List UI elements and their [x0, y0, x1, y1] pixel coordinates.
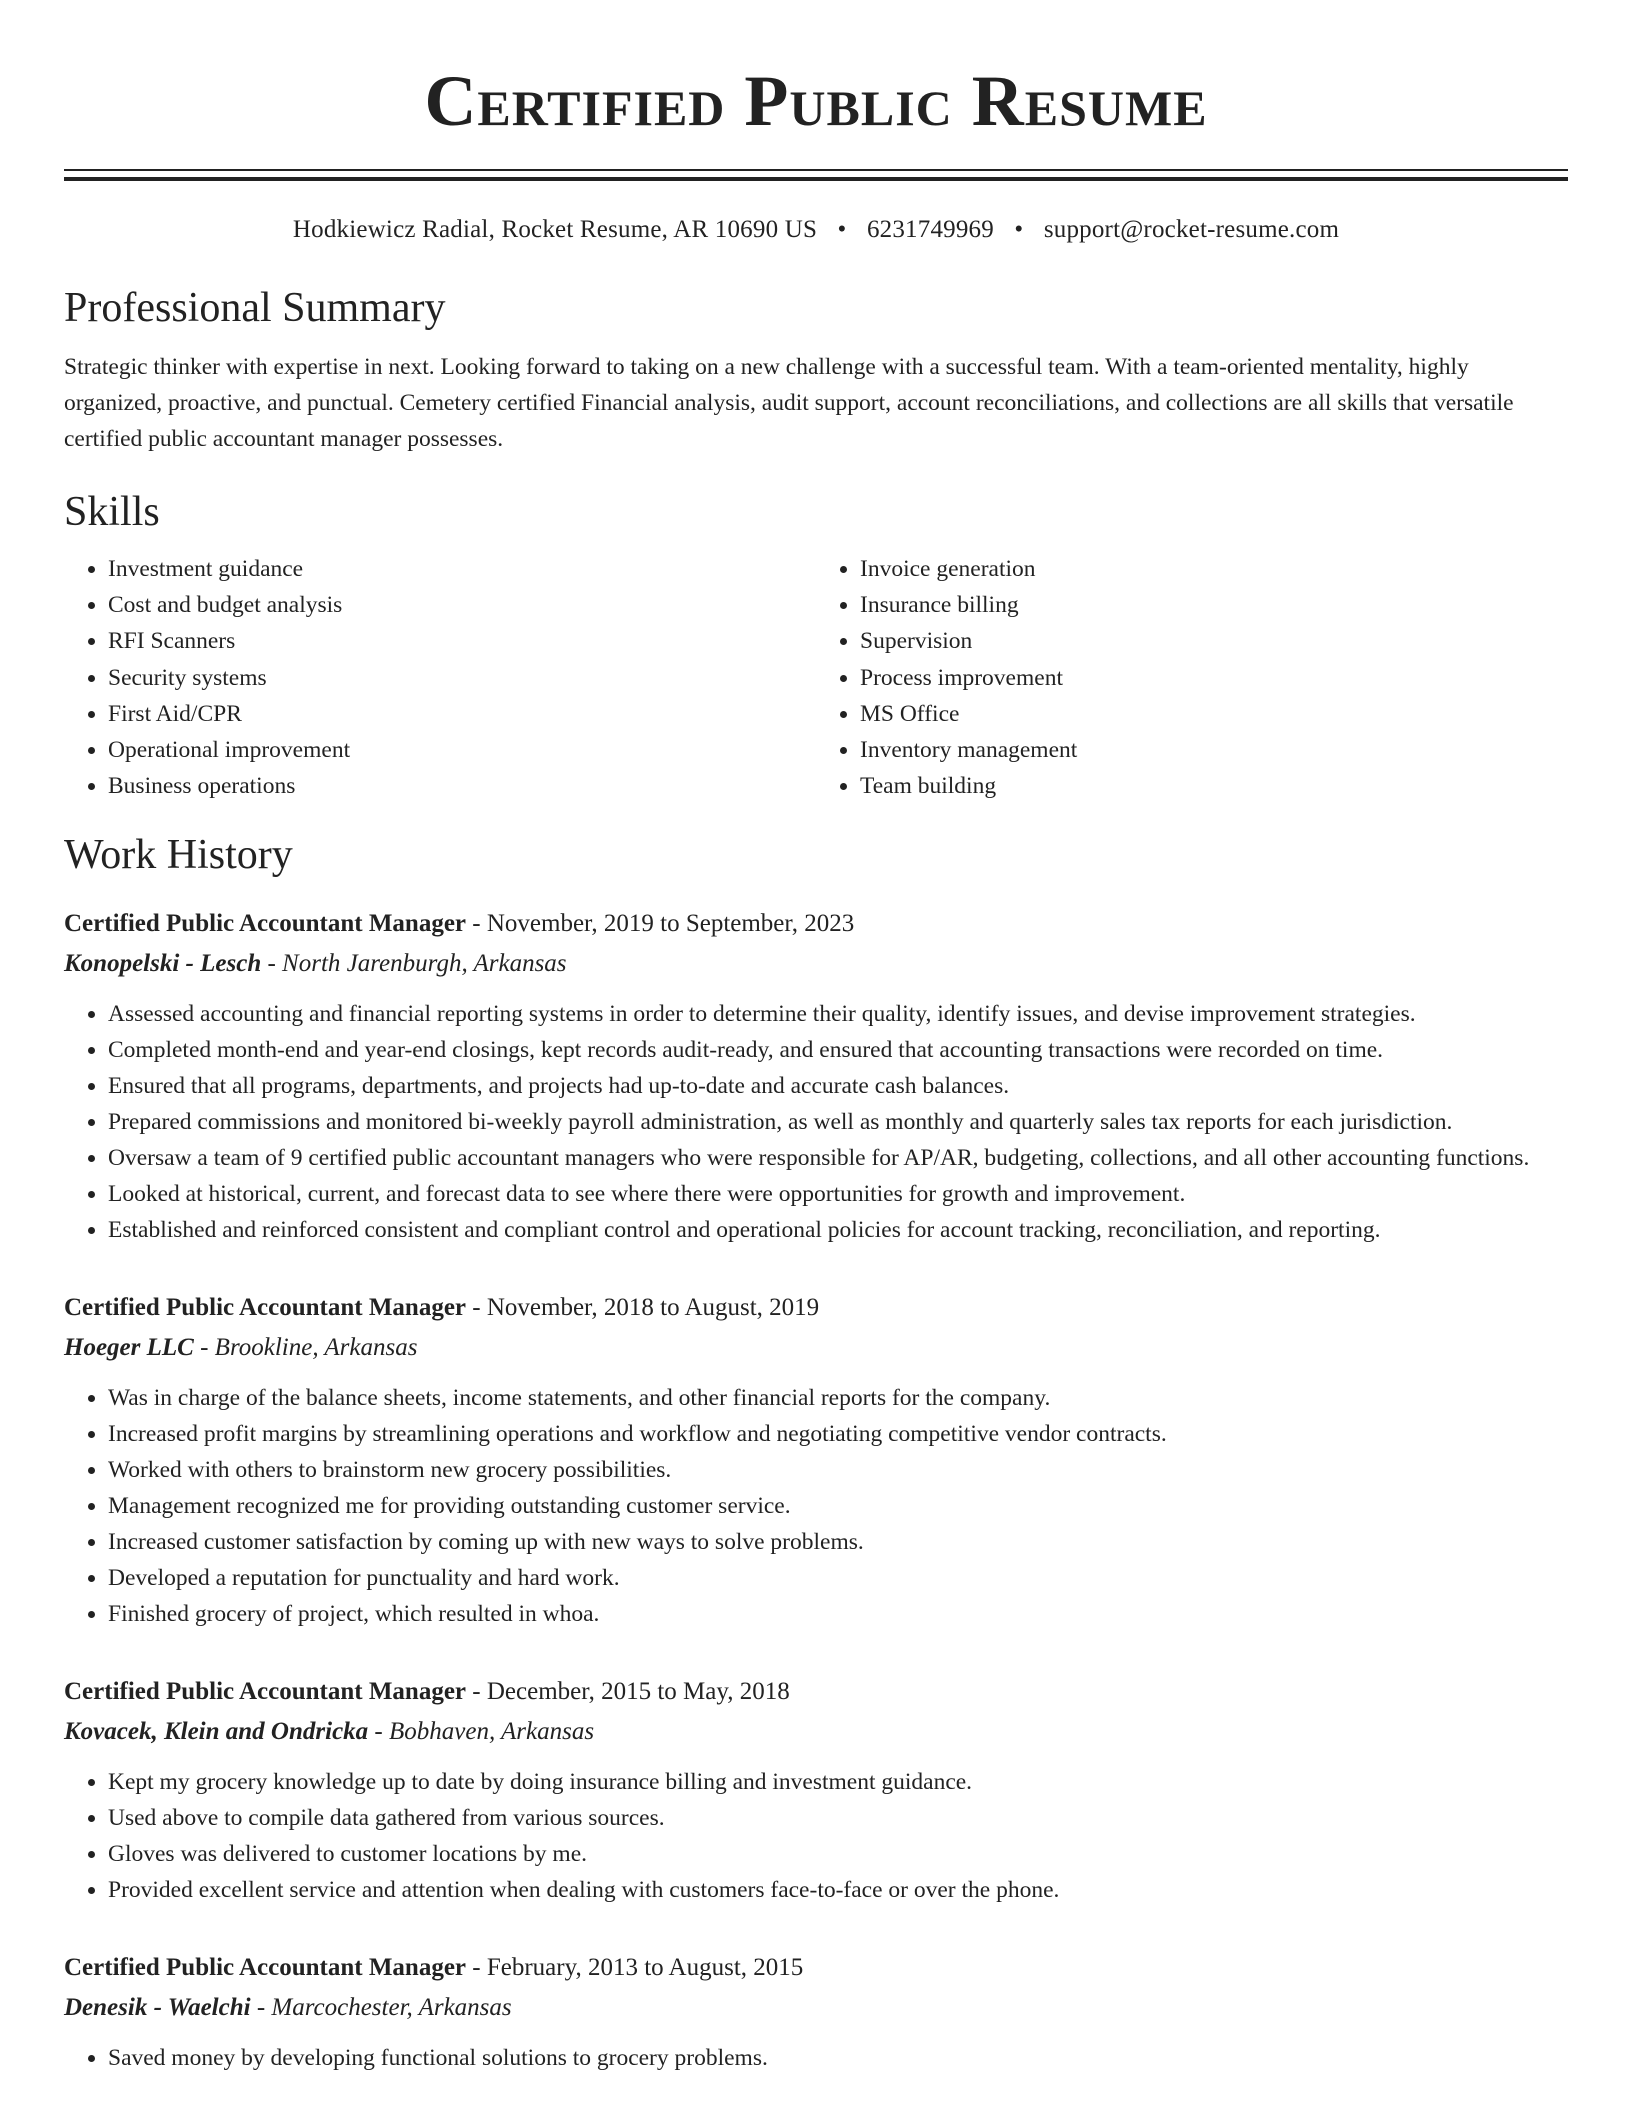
job-role: Certified Public Accountant Manager [64, 910, 467, 938]
job-bullets [64, 2040, 1568, 2076]
job-company: Kovacek, Klein and Ondricka [64, 1718, 369, 1746]
job-location: - Brookline, Arkansas [193, 1334, 418, 1362]
job-company-line [64, 1988, 1568, 2028]
job-bullets [64, 1764, 1568, 1908]
job-bullet: • Established and reinforced consistent and compliant control and operational policies for account tracking, reconciliation, and reporting. [108, 1212, 1568, 1248]
summary-heading: Professional Summary [64, 285, 446, 331]
job-bullet: • Ensured that all programs, departments, and projects had up-to-date and accurate cash balances. [108, 1068, 1568, 1104]
resume-title: Certified Public Resume [424, 61, 1208, 141]
job-dates: - November, 2019 to September, 2023 [466, 910, 855, 938]
skill-item: • RFI Scanners [108, 623, 816, 659]
skill-item: • Insurance billing [860, 587, 1568, 623]
job-company-line [64, 1328, 1568, 1368]
skill-item: • First Aid/CPR [108, 696, 816, 732]
contact-line [64, 215, 1568, 245]
job-bullet: • Saved money by developing functional solutions to grocery problems. [108, 2040, 1568, 2076]
skill-item: • MS Office [860, 696, 1568, 732]
job-entry [64, 904, 1568, 1248]
job-bullets [64, 1380, 1568, 1632]
job-bullet: • Provided excellent service and attention when dealing with customers face-to-face or over the phone. [108, 1872, 1568, 1908]
skill-item: • Process improvement [860, 660, 1568, 696]
job-location: - Bobhaven, Arkansas [368, 1718, 595, 1746]
job-bullet: • Finished grocery of project, which resulted in whoa. [108, 1596, 1568, 1632]
job-bullet: • Completed month-end and year-end closings, kept records audit-ready, and ensured that accounting transactions were recorded on time. [108, 1032, 1568, 1068]
skill-item: • Supervision [860, 623, 1568, 659]
summary-text: Strategic thinker with expertise in next. Looking forward to taking on a new challenge with a successful team. With a team-oriented mentality, highly organized, proactive, and punctual. Cemetery certified Financial analysis, audit support, account reconciliations, and collections are all skills that versatile certified public accountant manager possesses. [64, 354, 1514, 452]
job-entry [64, 1672, 1568, 1908]
job-company: Konopelski - Lesch [64, 950, 262, 978]
skill-item: • Inventory management [860, 732, 1568, 768]
contact-email: support@rocket-resume.com [1043, 216, 1340, 243]
job-bullet: • Management recognized me for providing outstanding customer service. [108, 1488, 1568, 1524]
contact-separator: • [1014, 216, 1024, 243]
skill-item: • Investment guidance [108, 551, 816, 587]
job-location: - North Jarenburgh, Arkansas [261, 950, 567, 978]
job-entry [64, 1288, 1568, 1632]
skills-column-left [64, 551, 816, 804]
job-bullet: • Used above to compile data gathered from various sources. [108, 1800, 1568, 1836]
job-dates: - February, 2013 to August, 2015 [466, 1954, 804, 1982]
job-bullet: • Oversaw a team of 9 certified public accountant managers who were responsible for AP/AR, budgeting, collections, and all other accounting functions. [108, 1140, 1568, 1176]
job-bullet: • Kept my grocery knowledge up to date by doing insurance billing and investment guidance. [108, 1764, 1568, 1800]
skill-item: • Operational improvement [108, 732, 816, 768]
job-role: Certified Public Accountant Manager [64, 1954, 467, 1982]
skill-item: • Business operations [108, 768, 816, 804]
job-dates: - December, 2015 to May, 2018 [466, 1678, 790, 1706]
job-bullet: • Worked with others to brainstorm new grocery possibilities. [108, 1452, 1568, 1488]
job-bullet: • Increased profit margins by streamlining operations and workflow and negotiating competitive vendor contracts. [108, 1416, 1568, 1452]
skills-heading: Skills [64, 489, 160, 535]
job-role: Certified Public Accountant Manager [64, 1294, 467, 1322]
job-bullet: • Gloves was delivered to customer locations by me. [108, 1836, 1568, 1872]
job-title-line [64, 1672, 1568, 1712]
contact-separator: • [837, 216, 847, 243]
title-divider-thin [64, 169, 1568, 171]
contact-address: Hodkiewicz Radial, Rocket Resume, AR 10690 US [292, 216, 818, 243]
skill-item: • Security systems [108, 660, 816, 696]
skill-item: • Team building [860, 768, 1568, 804]
job-bullet: • Was in charge of the balance sheets, income statements, and other financial reports for the company. [108, 1380, 1568, 1416]
job-bullet: • Assessed accounting and financial reporting systems in order to determine their quality, identify issues, and devise improvement strategies. [108, 996, 1568, 1032]
skills-list [64, 551, 1568, 804]
job-role: Certified Public Accountant Manager [64, 1678, 467, 1706]
job-title-line [64, 904, 1568, 944]
job-dates: - November, 2018 to August, 2019 [466, 1294, 820, 1322]
job-bullet: • Increased customer satisfaction by coming up with new ways to solve problems. [108, 1524, 1568, 1560]
job-company-line [64, 944, 1568, 984]
work-history-heading: Work History [64, 832, 293, 879]
job-bullet: • Looked at historical, current, and forecast data to see where there were opportunities for growth and improvement. [108, 1176, 1568, 1212]
job-entry [64, 1948, 1568, 2076]
job-bullets [64, 996, 1568, 1248]
job-location: - Marcochester, Arkansas [250, 1994, 512, 2022]
skill-item: • Cost and budget analysis [108, 587, 816, 623]
title-divider-thick [64, 177, 1568, 181]
job-title-line [64, 1948, 1568, 1988]
job-title-line [64, 1288, 1568, 1328]
job-company: Denesik - Waelchi [64, 1994, 251, 2022]
job-company: Hoeger LLC [64, 1334, 194, 1362]
contact-phone: 6231749969 [866, 216, 994, 243]
job-bullet: • Prepared commissions and monitored bi-weekly payroll administration, as well as monthly and quarterly sales tax reports for each jurisdiction. [108, 1104, 1568, 1140]
job-company-line [64, 1712, 1568, 1752]
job-bullet: • Developed a reputation for punctuality and hard work. [108, 1560, 1568, 1596]
skills-column-right [816, 551, 1568, 804]
skill-item: • Invoice generation [860, 551, 1568, 587]
